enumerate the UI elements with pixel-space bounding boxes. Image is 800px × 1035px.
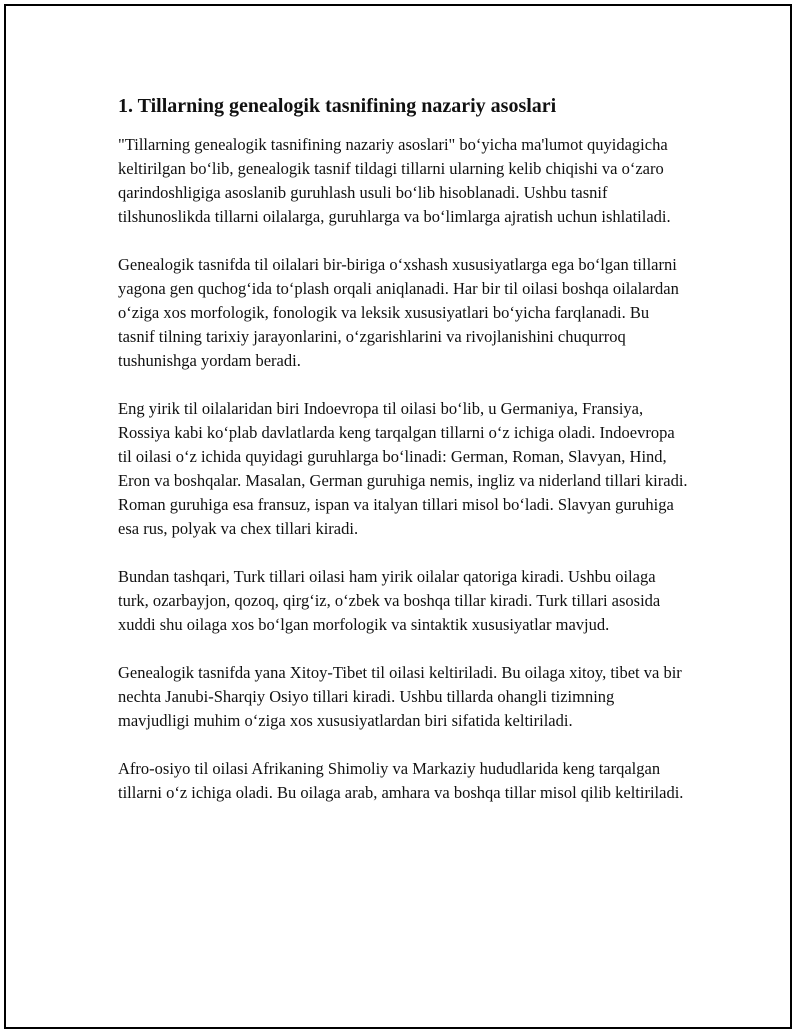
section-heading: 1. Tillarning genealogik tasnifining nazariy asoslari (118, 95, 557, 117)
paragraph-language-families: Genealogik tasnifda til oilalari bir-biriga o‘xshash xususiyatlarga ega bo‘lgan tillarni yagona gen quchog‘ida to‘plash orqali aniqlanadi. Har bir til oilasi boshqa oilalardan o‘ziga xos morfologik, fonologik va leksik xususiyatlari bo‘yicha farqlanadi. Bu tasnif tilning tarixiy jarayonlarini, o‘zgarishlarini va rivojlanishini chuqurroq tushunishga yordam beradi. (118, 255, 679, 370)
paragraph-afro-asiatic: Afro-osiyo til oilasi Afrikaning Shimoliy va Markaziy hududlarida keng tarqalgan tillarni o‘z ichiga oladi. Bu oilaga arab, amhara va boshqa tillar misol qilib keltiriladi. (118, 759, 684, 802)
paragraph-turkic: Bundan tashqari, Turk tillari oilasi ham yirik oilalar qatoriga kiradi. Ushbu oilaga turk, ozarbayjon, qozoq, qirg‘iz, o‘zbek va boshqa tillar kiradi. Turk tillari asosida xuddi shu oilaga xos bo‘lgan morfologik va sintaktik xususiyatlar mavjud. (118, 567, 661, 634)
document-body (118, 93, 688, 829)
paragraph-indo-european: Eng yirik til oilalaridan biri Indoevropa til oilasi bo‘lib, u Germaniya, Fransiya, Rossiya kabi ko‘plab davlatlarda keng tarqalgan tillarni o‘z ichiga oladi. Indoevropa til oilasi o‘z ichida quyidagi guruhlarga bo‘linadi: German, Roman, Slavyan, Hind, Eron va boshqalar. Masalan, German guruhiga nemis, ingliz va niderland tillari kiradi. Roman guruhiga esa fransuz, ispan va italyan tillari misol bo‘ladi. Slavyan guruhiga esa rus, polyak va chex tillari kiradi. (118, 399, 688, 538)
paragraph-sino-tibetan: Genealogik tasnifda yana Xitoy-Tibet til oilasi keltiriladi. Bu oilaga xitoy, tibet va bir nechta Janubi-Sharqiy Osiyo tillari kiradi. Ushbu tillarda ohangli tizimning mavjudligi muhim o‘ziga xos xususiyatlardan biri sifatida keltiriladi. (118, 663, 682, 730)
paragraph-intro: "Tillarning genealogik tasnifining nazariy asoslari" bo‘yicha ma'lumot quyidagicha keltirilgan bo‘lib, genealogik tasnif tildagi tillarni ularning kelib chiqishi va o‘zaro qarindoshligiga asoslanib guruhlash usuli bo‘lib hisoblanadi. Ushbu tasnif tilshunoslikda tillarni oilalarga, guruhlarga va bo‘limlarga ajratish uchun ishlatiladi. (118, 135, 671, 226)
